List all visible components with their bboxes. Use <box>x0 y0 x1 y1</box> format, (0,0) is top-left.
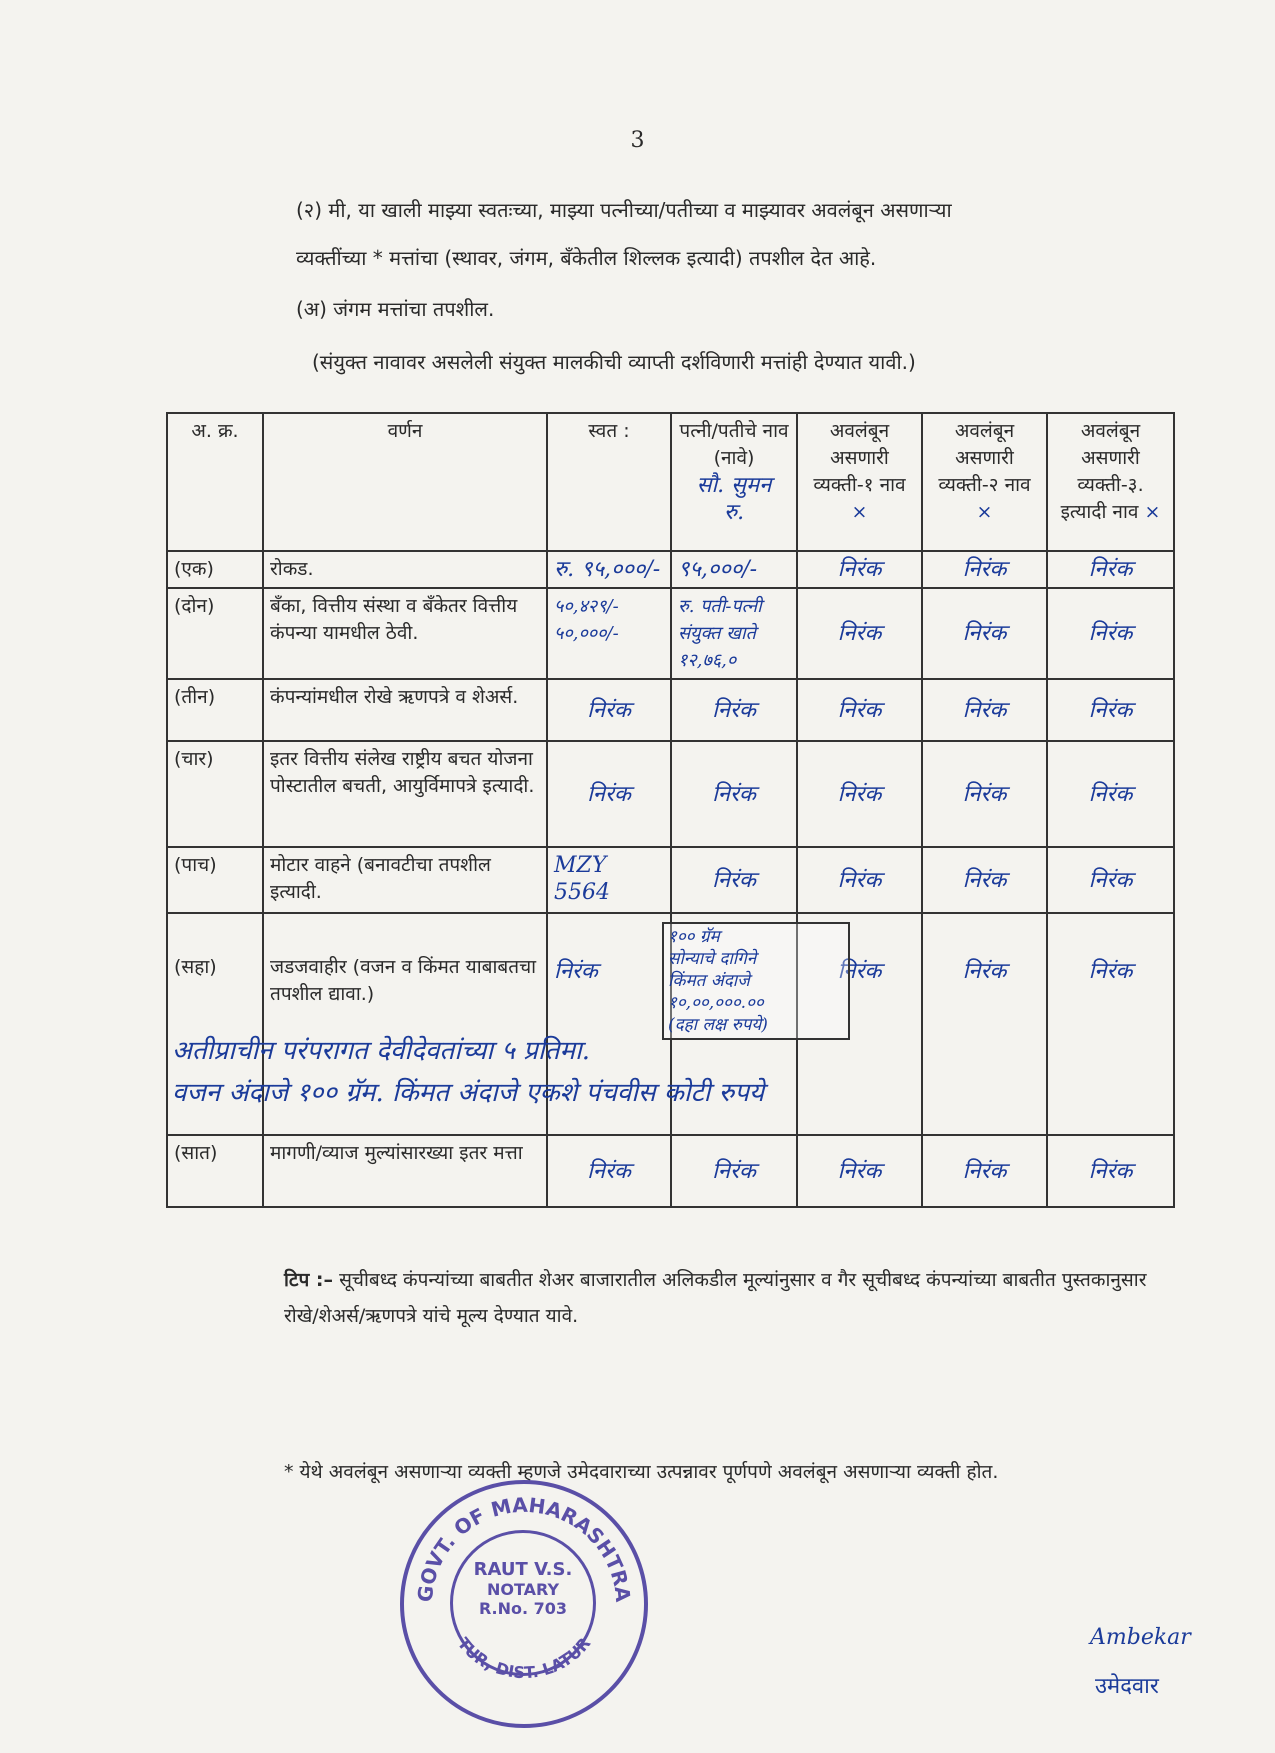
jewel-line: (दहा लक्ष रुपये) <box>668 1015 768 1035</box>
row-dep2: निरंक <box>922 847 1047 913</box>
intro-line-2: व्यक्तींच्या * मत्तांचा (स्थावर, जंगम, बँकेतील शिल्लक इत्यादी) तपशील देत आहे. <box>296 246 877 270</box>
row-self: निरंक <box>547 1135 671 1207</box>
stamp-inner <box>450 1530 596 1676</box>
stamp-name: RAUT V.S. <box>473 1559 573 1580</box>
row-dep3: निरंक <box>1047 679 1174 741</box>
section-subnote: (संयुक्त नावावर असलेली संयुक्त मालकीची व्याप्ती दर्शविणारी मत्तांही देण्यात यावी.) <box>312 350 916 374</box>
page-number: 3 <box>630 128 645 153</box>
stamp-reg: R.No. 703 <box>478 1599 568 1618</box>
cross-mark: × <box>976 501 993 523</box>
table-row <box>167 679 1174 741</box>
row-dep1: निरंक <box>797 679 922 741</box>
row-dep2: निरंक <box>922 913 1047 1135</box>
jewel-line: किंमत अंदाजे <box>668 971 750 991</box>
row-sr: (एक) <box>167 551 263 588</box>
header-self: स्वत : <box>547 413 671 551</box>
row-sr: (चार) <box>167 741 263 847</box>
row-self: निरंक <box>547 741 671 847</box>
row-spouse: रु. पती-पत्नी संयुक्त खाते १२,७६,० <box>671 588 797 679</box>
row-self: MZY 5564 <box>547 847 671 913</box>
row-dep2: निरंक <box>922 551 1047 588</box>
header-spouse-name: सौ. सुमन <box>696 473 772 498</box>
jewel-line: सोन्याचे दागिने <box>668 949 757 969</box>
candidate-label: उमेदवार <box>1095 1674 1159 1699</box>
row-sr: (सात) <box>167 1135 263 1207</box>
header-dep1-label: अवलंबून असणारी व्यक्ती-१ नाव <box>813 420 906 496</box>
row-dep2: निरंक <box>922 588 1047 679</box>
row-sr: (पाच) <box>167 847 263 913</box>
header-dep1 <box>797 413 922 551</box>
header-dep2-label: अवलंबून असणारी व्यक्ती-२ नाव <box>938 420 1031 496</box>
row-dep1: निरंक <box>797 741 922 847</box>
header-desc: वर्णन <box>263 413 547 551</box>
row-desc: जडजवाहीर (वजन व किंमत याबाबतचा तपशील द्यावा.) <box>263 913 547 1135</box>
row-desc: इतर वित्तीय संलेख राष्ट्रीय बचत योजना पोस्टातील बचती, आयुर्विमापत्रे इत्यादी. <box>263 741 547 847</box>
jewel-line: १०,००,०००.०० <box>668 993 764 1013</box>
row-dep2: निरंक <box>922 679 1047 741</box>
row-self: रु. ९५,०००/- <box>547 551 671 588</box>
handwritten-note-line: अतीप्राचीन परंपरागत देवीदेवतांच्या ५ प्रतिमा. <box>172 1036 591 1066</box>
row-desc: मागणी/व्याज मुल्यांसारख्या इतर मत्ता <box>263 1135 547 1207</box>
row-desc: कंपन्यांमधील रोखे ऋणपत्रे व शेअर्स. <box>263 679 547 741</box>
header-dep3-label: अवलंबून असणारी व्यक्ती-३. इत्यादी नाव <box>1060 420 1144 523</box>
table-row <box>167 588 1174 679</box>
row-dep3: निरंक <box>1047 588 1174 679</box>
row-self: ५०,४२९/- ५०,०००/- <box>547 588 671 679</box>
handwritten-note <box>172 1030 1172 1114</box>
row-dep1: निरंक <box>797 913 922 1135</box>
row-dep2: निरंक <box>922 741 1047 847</box>
header-spouse <box>671 413 797 551</box>
intro-line-1: (२) मी, या खाली माझ्या स्वतःच्या, माझ्या पत्नीच्या/पतीच्या व माझ्यावर अवलंबून असणाऱ्या <box>296 198 952 222</box>
row-sr: (तीन) <box>167 679 263 741</box>
row-spouse: निरंक <box>671 1135 797 1207</box>
handwritten-note-line: वजन अंदाजे १०० ग्रॅम. किंमत अंदाजे एकशे पंचवीस कोटी रुपये <box>172 1078 765 1108</box>
row-dep3: निरंक <box>1047 741 1174 847</box>
header-spouse-currency: रु. <box>723 500 745 525</box>
header-spouse-label: पत्नी/पतीचे नाव (नावे) <box>679 420 789 469</box>
row-spouse: निरंक <box>671 741 797 847</box>
row-dep3: निरंक <box>1047 551 1174 588</box>
stamp-outer-top: GOVT. OF MAHARASHTRA <box>412 1492 636 1604</box>
jewel-line: १०० ग्रॅम <box>668 927 720 947</box>
row-dep1: निरंक <box>797 847 922 913</box>
note-text: सूचीबध्द कंपन्यांच्या बाबतीत शेअर बाजारातील अलिकडील मूल्यांनुसार व गैर सूचीबध्द कंपन्यांच्या बाबतीत पुस्तकानुसार रोखे/शेअर्स/ऋणपत्रे यांचे मूल्य देण्यात यावे. <box>284 1269 1147 1327</box>
row-sr: (दोन) <box>167 588 263 679</box>
stamp-title: NOTARY <box>486 1580 560 1599</box>
cross-mark: × <box>851 501 868 523</box>
table-header-row <box>167 413 1174 551</box>
row-dep2: निरंक <box>922 1135 1047 1207</box>
row-spouse: निरंक <box>671 679 797 741</box>
row-dep3: निरंक <box>1047 1135 1174 1207</box>
row-self: निरंक <box>547 913 671 1135</box>
candidate-signature: Ambekar <box>1090 1625 1191 1650</box>
section-heading: (अ) जंगम मत्तांचा तपशील. <box>296 297 495 321</box>
header-dep2 <box>922 413 1047 551</box>
row-desc: मोटार वाहने (बनावटीचा तपशील इत्यादी. <box>263 847 547 913</box>
table-row <box>167 847 1174 913</box>
row-dep3: निरंक <box>1047 847 1174 913</box>
row-desc: बँका, वित्तीय संस्था व बँकेतर वित्तीय कंपन्या यामधील ठेवी. <box>263 588 547 679</box>
table-row <box>167 551 1174 588</box>
row-dep1: निरंक <box>797 551 922 588</box>
notary-stamp <box>400 1480 648 1728</box>
row-dep1: निरंक <box>797 588 922 679</box>
stamp-outer-bottom: TUR, DIST. LATUR <box>453 1633 595 1683</box>
row-dep3: निरंक <box>1047 913 1174 1135</box>
jewellery-detail-box <box>662 922 850 1040</box>
table-row <box>167 741 1174 847</box>
row-spouse: ९५,०००/- <box>671 551 797 588</box>
row-self: निरंक <box>547 679 671 741</box>
cross-mark: × <box>1144 501 1161 523</box>
row-sr: (सहा) <box>167 913 263 1135</box>
note-label: टिप :– <box>284 1269 334 1291</box>
table-row <box>167 1135 1174 1207</box>
header-dep3 <box>1047 413 1174 551</box>
row-desc: रोकड. <box>263 551 547 588</box>
note <box>284 1262 1174 1334</box>
footnote: * येथे अवलंबून असणाऱ्या व्यक्ती म्हणजे उमेदवाराच्या उत्पन्नावर पूर्णपणे अवलंबून असणाऱ्या व्यक्ती होत. <box>284 1461 999 1483</box>
row-dep1: निरंक <box>797 1135 922 1207</box>
row-spouse: निरंक <box>671 847 797 913</box>
header-sr: अ. क्र. <box>167 413 263 551</box>
